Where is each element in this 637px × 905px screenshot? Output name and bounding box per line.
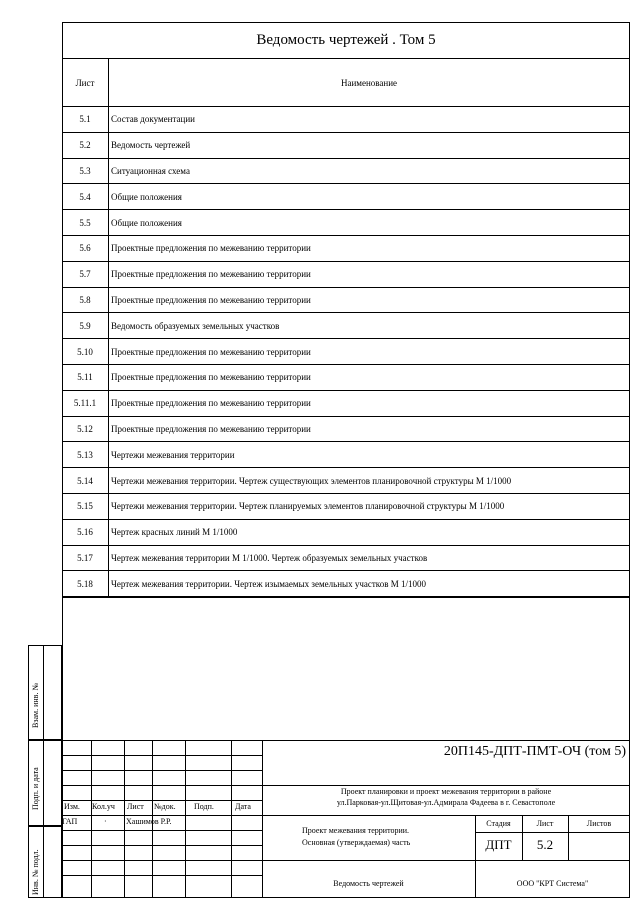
- table-row: [62, 313, 630, 339]
- role-gap: ГАП: [62, 817, 78, 826]
- row-title: Чертежи межевания территории: [111, 449, 235, 460]
- table-row: [62, 184, 630, 210]
- row-title: Чертежи межевания территории. Чертеж планируемых элементов планировочной структуры М 1/1000: [111, 501, 505, 512]
- doc-name: Ведомость чертежей: [333, 879, 404, 888]
- row-sheet-number: 5.2: [79, 140, 91, 151]
- row-title: Общие положения: [111, 191, 182, 202]
- table-row: [62, 288, 630, 314]
- row-title: Проектные предложения по межеванию территории: [111, 346, 311, 357]
- row-title: Общие положения: [111, 217, 182, 228]
- row-title: Проектные предложения по межеванию территории: [111, 423, 311, 434]
- row-sheet-number: 5.7: [79, 269, 91, 280]
- row-sheet-number: 5.4: [79, 191, 91, 202]
- row-sheet-number: 5.17: [77, 552, 93, 563]
- table-row: [62, 546, 630, 572]
- row-title: Ведомость чертежей: [111, 140, 191, 151]
- sheet-value: 5.2: [536, 837, 554, 852]
- table-row: [62, 571, 630, 597]
- dot-mark: ·: [104, 817, 107, 826]
- row-title: Чертеж межевания территории М 1/1000. Чертеж образуемых земельных участков: [111, 552, 428, 563]
- table-row: [62, 133, 630, 159]
- table-row: [62, 210, 630, 236]
- row-title: Ведомость образуемых земельных участков: [111, 320, 280, 331]
- sheet-label: Лист: [536, 819, 554, 828]
- page-title: Ведомость чертежей . Том 5: [256, 32, 436, 48]
- table-row: [62, 236, 630, 262]
- row-title: Проектные предложения по межеванию территории: [111, 243, 311, 254]
- side-label-vzam: Взам. инв. №: [31, 682, 40, 728]
- table-row: [62, 107, 630, 133]
- row-sheet-number: 5.16: [77, 527, 93, 538]
- col-izm: Изм.: [64, 802, 80, 811]
- table-row: [62, 468, 630, 494]
- company-name: ООО "КРТ Система": [516, 879, 589, 888]
- person-name: Хашимов Р.Р.: [126, 817, 172, 826]
- project-line-1: Проект планировки и проект межевания территории в районе: [340, 787, 552, 796]
- row-title: Чертеж красных линий М 1/1000: [111, 527, 238, 538]
- column-header-sheet: Лист: [75, 78, 95, 88]
- col-list: Лист: [127, 802, 144, 811]
- side-label-inv: Инв. № подл.: [31, 849, 40, 895]
- stage-value: ДПТ: [485, 837, 512, 852]
- sheets-label: Листов: [586, 819, 612, 828]
- table-row: [62, 442, 630, 468]
- row-sheet-number: 5.13: [77, 449, 93, 460]
- stage-label: Стадия: [486, 819, 511, 828]
- row-sheet-number: 5.5: [79, 217, 91, 228]
- table-row: [62, 339, 630, 365]
- row-sheet-number: 5.18: [77, 578, 93, 589]
- table-row: [62, 417, 630, 443]
- row-title: Чертежи межевания территории. Чертеж существующих элементов планировочной структуры М 1/1000: [111, 475, 512, 486]
- row-title: Проектные предложения по межеванию территории: [111, 398, 311, 409]
- column-header-name: Наименование: [340, 78, 398, 88]
- row-sheet-number: 5.11: [77, 372, 93, 383]
- project-line-2: ул.Парковая-ул.Щитовая-ул.Адмирала Фадеева в г. Севастополе: [336, 798, 556, 807]
- row-sheet-number: 5.3: [79, 165, 91, 176]
- document-code: 20П145-ДПТ-ПМТ-ОЧ (том 5): [443, 744, 626, 759]
- col-ndok: №док.: [154, 802, 176, 811]
- table-row: [62, 520, 630, 546]
- col-podp: Подп.: [194, 802, 214, 811]
- row-sheet-number: 5.15: [77, 501, 93, 512]
- col-kol: Кол.уч: [92, 802, 115, 811]
- row-sheet-number: 5.1: [79, 114, 91, 125]
- row-title: Проектные предложения по межеванию территории: [111, 294, 311, 305]
- row-sheet-number: 5.14: [77, 475, 93, 486]
- row-sheet-number: 5.8: [79, 294, 91, 305]
- table-row: [62, 391, 630, 417]
- table-row: [62, 365, 630, 391]
- divider: [62, 597, 630, 598]
- row-title: Состав документации: [111, 114, 195, 125]
- row-title: Ситуационная схема: [111, 165, 190, 176]
- col-data: Дата: [235, 802, 251, 811]
- row-sheet-number: 5.11.1: [73, 398, 97, 409]
- row-sheet-number: 5.6: [79, 243, 91, 254]
- row-title: Чертеж межевания территории. Чертеж изымаемых земельных участков М 1/1000: [111, 578, 426, 589]
- row-sheet-number: 5.10: [77, 346, 93, 357]
- part-line-1: Проект межевания территории.: [302, 826, 410, 835]
- table-row: [62, 262, 630, 288]
- row-title: Проектные предложения по межеванию территории: [111, 372, 311, 383]
- side-label-podp: Подп. и дата: [31, 767, 40, 810]
- table-row: [62, 159, 630, 185]
- row-sheet-number: 5.9: [79, 320, 91, 331]
- row-sheet-number: 5.12: [77, 423, 93, 434]
- divider: [62, 58, 630, 59]
- table-row: [62, 494, 630, 520]
- row-title: Проектные предложения по межеванию территории: [111, 269, 311, 280]
- part-line-2: Основная (утверждаемая) часть: [302, 838, 411, 847]
